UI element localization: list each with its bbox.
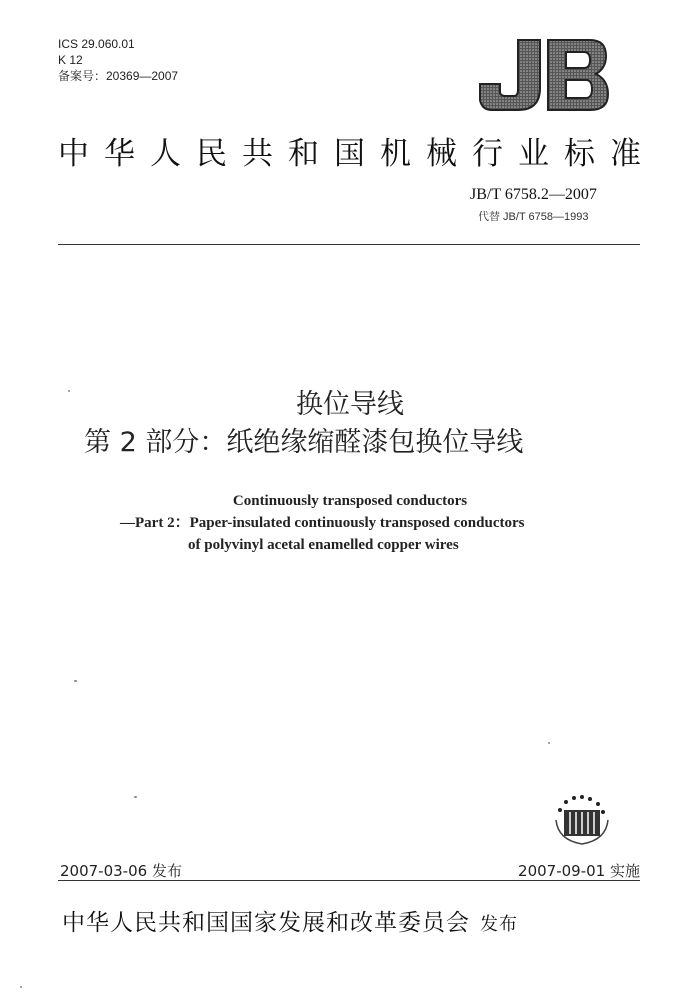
issuer-action: 发布 <box>480 914 518 935</box>
title-en-line-2: —Part 2：Paper-insulated continuously transposed conductors <box>120 515 525 531</box>
replaces-standard: 代替 JB/T 6758—1993 <box>478 211 589 223</box>
org-title: 中华人民共和国机械行业标准 <box>58 136 656 172</box>
title-en-block <box>0 490 700 556</box>
title-cn-main: 换位导线 <box>296 389 404 420</box>
meta-block <box>58 36 178 84</box>
ics-code: ICS 29.060.01 <box>58 37 135 51</box>
implementation-date: 2007-09-01 实施 <box>518 862 640 880</box>
publisher-emblem-icon <box>546 790 616 850</box>
ccs-code: K 12 <box>58 53 83 67</box>
title-en-line-1: Continuously transposed conductors <box>232 493 468 509</box>
top-divider <box>58 244 640 245</box>
standard-number: JB/T 6758.2—2007 <box>470 186 597 203</box>
title-cn-part: 第 2 部分：纸绝缘缩醛漆包换位导线 <box>84 427 524 458</box>
issue-date: 2007-03-06 发布 <box>60 862 182 880</box>
issuer-line <box>62 904 518 937</box>
title-en-line-3: of polyvinyl acetal enamelled copper wires <box>188 537 459 553</box>
filing-number: 备案号：20369—2007 <box>58 69 179 83</box>
jb-logo <box>478 34 610 116</box>
bottom-divider <box>58 880 640 881</box>
issuer-name: 中华人民共和国国家发展和改革委员会 <box>62 910 470 936</box>
